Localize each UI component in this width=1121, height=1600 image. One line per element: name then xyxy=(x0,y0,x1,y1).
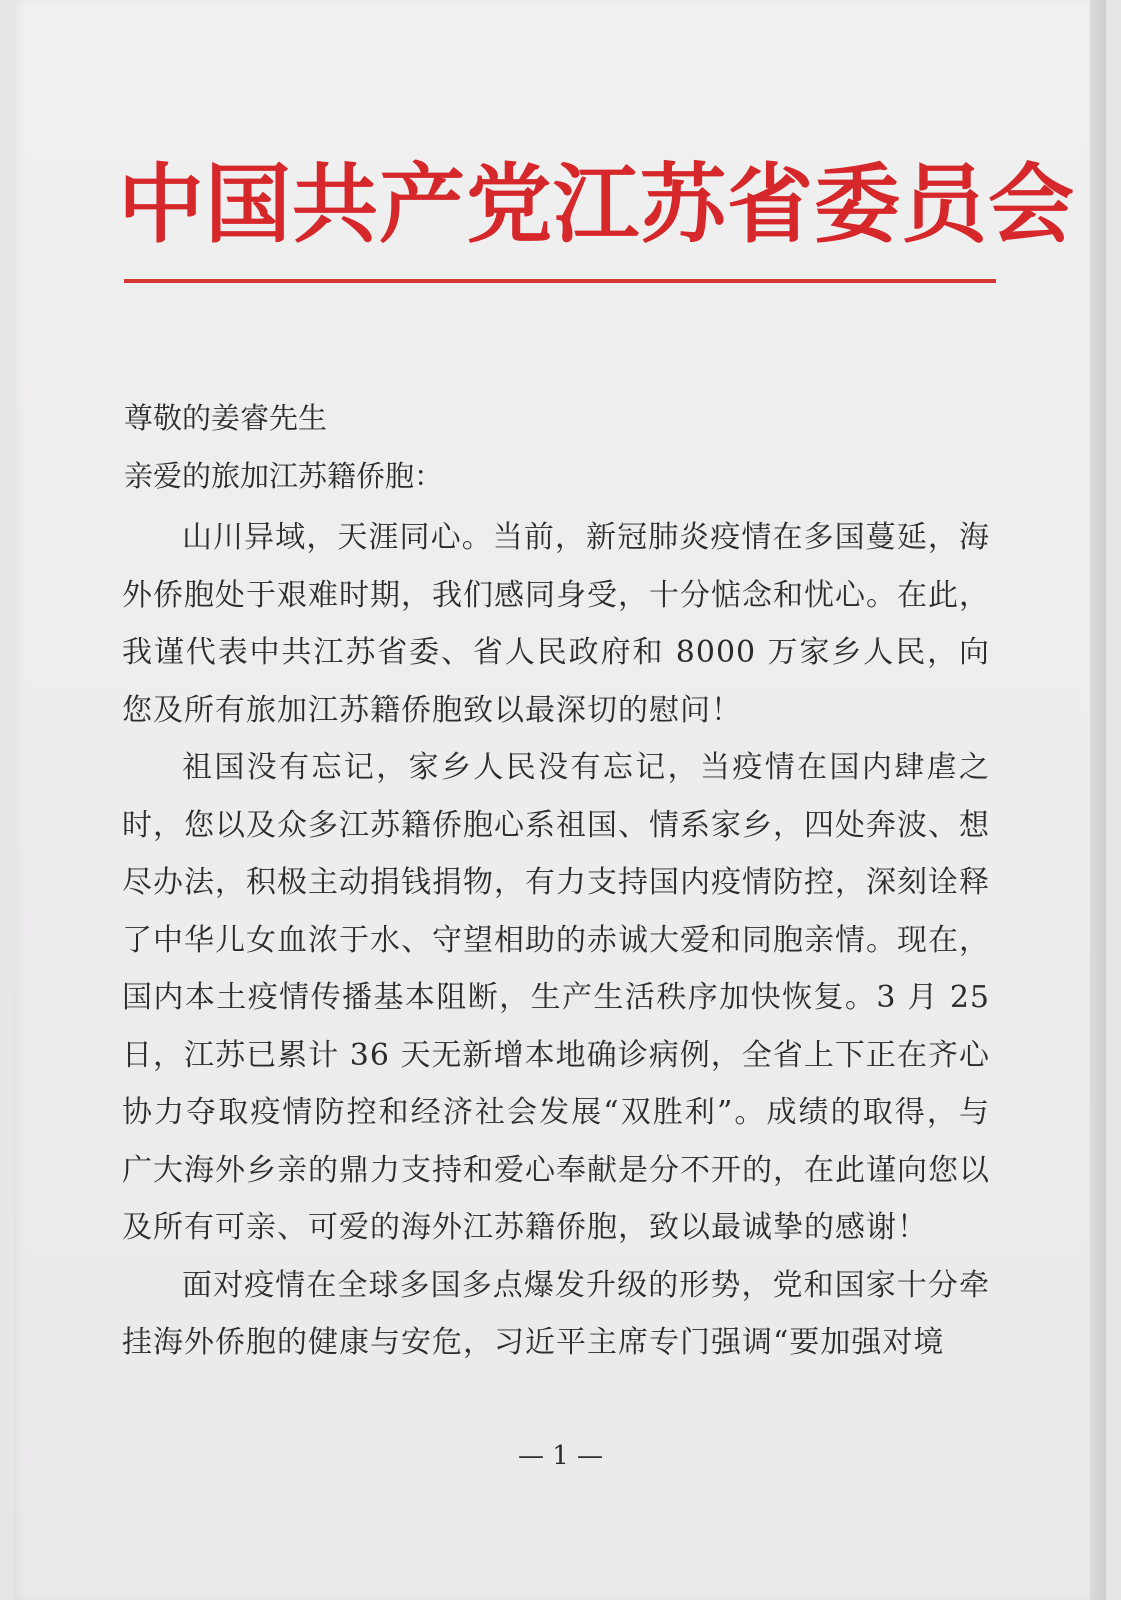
letter-body xyxy=(122,509,990,1372)
letterhead-red-rule xyxy=(124,279,996,283)
page-number: — 1 — xyxy=(517,1441,604,1471)
page-binding-edge xyxy=(1090,0,1106,1600)
salutation-recipient: 尊敬的姜睿先生 xyxy=(124,401,328,435)
salutation-group: 亲爱的旅加江苏籍侨胞： xyxy=(124,459,444,493)
letterhead-title: 中国共产党江苏省委员会 xyxy=(118,154,1075,255)
paragraph-gratitude: 祖国没有忘记，家乡人民没有忘记，当疫情在国内肆虐之时，您以及众多江苏籍侨胞心系祖国、情系家乡，四处奔波、想尽办法，积极主动捐钱捐物，有力支持国内疫情防控，深刻诠释了中华儿女血浓于水、守望相助的赤诚大爱和同胞亲情。现在，国内本土疫情传播基本阻断，生产生活秩序加快恢复。3 月 25 日，江苏已累计 36 天无新增本地确诊病例，全省上下正在齐心协力夺取疫情防控和经济社会发展“双胜利”。成绩的取得，与广大海外乡亲的鼎力支持和爱心奉献是分不开的，在此谨向您以及所有可亲、可爱的海外江苏籍侨胞，致以最诚挚的感谢！ xyxy=(122,750,990,1245)
paragraph-condolence: 山川异域，天涯同心。当前，新冠肺炎疫情在多国蔓延，海外侨胞处于艰难时期，我们感同身受，十分惦念和忧心。在此，我谨代表中共江苏省委、省人民政府和 8000 万家乡人民，向您及所有旅加江苏籍侨胞致以最深切的慰问！ xyxy=(122,520,990,728)
paragraph-concern: 面对疫情在全球多国多点爆发升级的形势，党和国家十分牵挂海外侨胞的健康与安危，习近平主席专门强调“要加强对境 xyxy=(122,1267,990,1360)
